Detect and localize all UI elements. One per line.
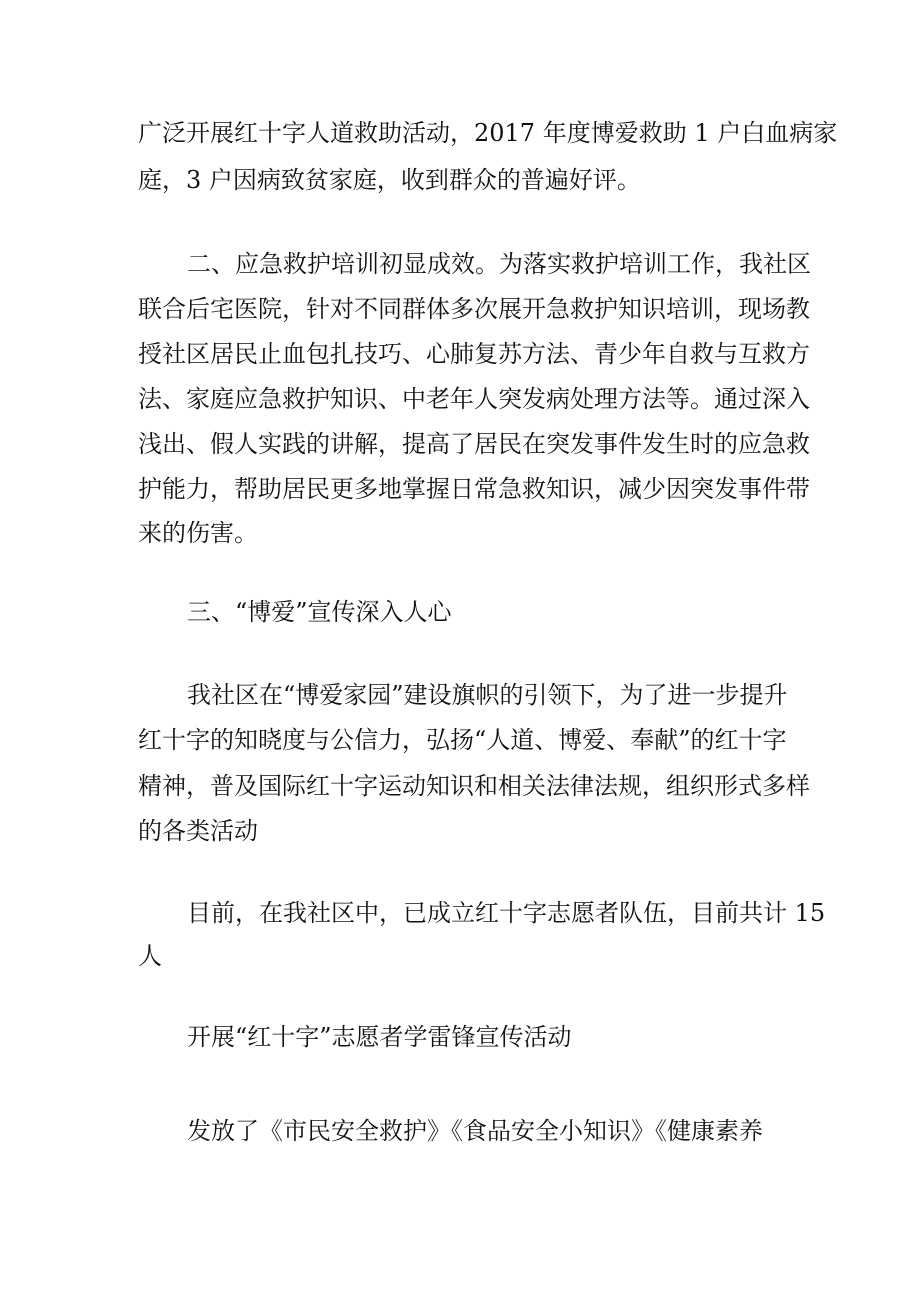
paragraph-6-line-1: 开展“红十字”志愿者学雷锋宣传活动 <box>187 1023 572 1051</box>
paragraph-2-line-6: 护能力，帮助居民更多地掌握日常急救知识，减少因突发事件带 <box>138 475 810 503</box>
paragraph-4-line-3: 精神，普及国际红十字运动知识和相关法律法规，组织形式多样 <box>138 772 810 800</box>
paragraph-2-line-4: 法、家庭应急救护知识、中老年人突发病处理方法等。通过深入 <box>138 385 810 413</box>
paragraph-1-line-1: 广泛开展红十字人道救助活动，2017 年度博爱救助 1 户白血病家 <box>138 119 838 147</box>
paragraph-7-line-1: 发放了《市民安全救护》《食品安全小知识》《健康素养 <box>187 1117 763 1145</box>
paragraph-2-line-1: 二、应急救护培训初显成效。为落实救护培训工作，我社区 <box>187 250 811 278</box>
paragraph-4-line-2: 红十字的知晓度与公信力，弘扬“人道、博爱、奉献”的红十字 <box>138 726 787 754</box>
paragraph-2-line-7: 来的伤害。 <box>138 519 258 547</box>
paragraph-2-line-3: 授社区居民止血包扎技巧、心肺复苏方法、青少年自救与互救方 <box>138 340 810 368</box>
paragraph-2-line-5: 浅出、假人实践的讲解，提高了居民在突发事件发生时的应急救 <box>138 430 810 458</box>
paragraph-5-line-1: 目前，在我社区中，已成立红十字志愿者队伍，目前共计 15 <box>187 899 826 927</box>
section-heading-3: 三、“博爱”宣传深入人心 <box>187 598 452 626</box>
paragraph-1-line-2: 庭，3 户因病致贫家庭，收到群众的普遍好评。 <box>138 166 641 194</box>
paragraph-2-line-2: 联合后宅医院，针对不同群体多次展开急救护知识培训，现场教 <box>138 295 810 323</box>
paragraph-4-line-1: 我社区在“博爱家园”建设旗帜的引领下，为了进一步提升 <box>187 681 788 709</box>
paragraph-4-line-4: 的各类活动 <box>138 817 258 845</box>
paragraph-5-line-2: 人 <box>138 942 162 970</box>
